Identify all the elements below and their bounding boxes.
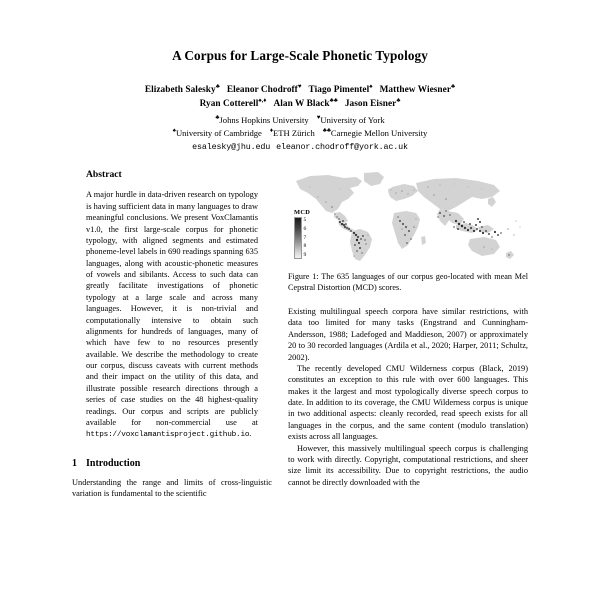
colorbar-gradient [294,217,302,259]
author-affiliation-mark: ♣♣ [329,97,338,105]
affiliation-mark: ♦ [269,126,274,134]
colorbar-tick: 6 [303,226,307,233]
colorbar-tick: 9 [303,251,307,258]
abstract-section [72,169,272,440]
colorbar-tick: 5 [303,217,307,224]
section-heading-introduction [72,458,272,469]
author-name: Tiago Pimentel♠ [308,82,373,95]
author-name: Alan W Black♣♣ [273,97,338,110]
figure-1 [288,169,528,294]
colorbar-ticks [304,217,307,259]
page-title: A Corpus for Large-Scale Phonetic Typology [172,48,428,63]
affiliation-mark: ♣♣ [322,126,331,134]
affiliation-line-2 [0,127,600,140]
affiliation: ♦ETH Zürich [269,126,315,138]
introduction-paragraph: Understanding the range and limits of cross-linguistic variation is fundamental to the scientific [72,477,272,499]
section-number: 1 [72,457,77,469]
affiliation-mark: ♥ [316,113,321,121]
affiliation-block [0,114,600,140]
email-address[interactable]: esalesky@jhu.edu [192,142,271,153]
affiliation: ♠University of Cambridge [172,126,262,138]
author-affiliation-mark: ♣ [396,97,401,105]
abstract-heading: Abstract [86,169,122,181]
world-map-svg [288,169,528,265]
author-name: Elizabeth Salesky♣ [144,82,220,95]
title-block [0,0,600,152]
right-paragraph-3: However, this massively multilingual speech corpus is challenging to work with directly. Copyright, computational restrictions, and sheer size limit its accessibility. Due to copyright restrictions, the audio cannot be directly downloaded with the [288,443,528,487]
email-address[interactable]: eleanor.chodroff@york.ac.uk [276,142,408,153]
corpus-url[interactable]: https://voxclamantisproject.github.io [86,431,250,440]
affiliation: ♥University of York [316,113,385,125]
affiliation-mark: ♣ [215,113,220,121]
author-name: Ryan Cotterell♠,♦ [199,97,267,110]
map-landmasses [296,172,514,261]
author-block [0,83,600,112]
section-title: Introduction [86,457,141,469]
colorbar-tick: 8 [303,243,307,250]
author-affiliation-mark: ♠ [369,82,373,90]
author-line-1 [0,83,600,97]
affiliation: ♣Johns Hopkins University [215,113,309,125]
left-column [72,169,272,499]
colorbar-title: MCD [294,209,311,217]
colorbar-row [294,217,310,259]
affiliation-mark: ♠ [172,126,176,134]
author-name: Jason Eisner♣ [344,97,401,110]
author-name: Matthew Wiesner♣ [379,82,456,95]
right-column [288,169,528,488]
mcd-colorbar-legend [294,209,310,259]
author-affiliation-mark: ♣ [215,82,220,90]
colorbar-tick: 7 [303,234,307,241]
author-affiliation-mark: ♠,♦ [258,97,267,105]
right-paragraph-2: The recently developed CMU Wilderness corpus (Black, 2019) constitutes an exception to this rule with over 600 languages. This makes it the largest and most typologically diverse speech corpus to date. In addition to its coverage, the CMU Wilderness corpus is unique in two additional aspects: cleanly recorded, read speech exists for all languages in the corpus, and the same content (modulo translation) exists across all languages. [288,363,528,442]
figure-caption: Figure 1: The 635 languages of our corpus geo-located with mean Mel Cepstral Distortion (MCD) scores. [288,272,528,293]
author-affiliation-mark: ♣ [451,82,456,90]
author-name: Eleanor Chodroff♥ [226,82,302,95]
affiliation-line-1 [0,114,600,127]
email-block [0,142,600,152]
affiliation: ♣♣Carnegie Mellon University [322,126,428,138]
author-affiliation-mark: ♥ [297,82,302,90]
world-map [288,169,528,265]
abstract-text [86,189,258,440]
right-paragraph-1: Existing multilingual speech corpora have similar restrictions, with data too limited for many tasks (Engstrand and Cunningham-Andersson, 1988; Ladefoged and Maddieson, 2007) or approximately 20 to 30 recorded languages (Ardila et al., 2020; Harper, 2011; Schultz, 2002). [288,307,528,362]
abstract-text-part1: A major hurdle in data-driven research on typology is having sufficient data in many languages to draw meaningful conclusions. We present VoxClamantis v1.0, the first large-scale corpus for phonetic typology, with aligned segments and estimated phoneme-level labels in 690 readings spanning 635 languages, along with acoustic-phonetic measures of vowels and sibilants. Access to such data can greatly facilitate investigations of phonetic typology at a large scale and across many languages. However, it is non-trivial and computationally intensive to obtain such alignments for hundreds of languages, many of which have few to no resources presently available. We describe the methodology to create our corpus, discuss caveats with current methods and their impact on the utility of this data, and illustrate possible research directions through a series of case studies on the 48 highest-quality readings. Our corpus and scripts are publicly available for non-commercial use at [86,190,258,427]
body-columns [0,169,600,499]
author-line-2 [0,97,600,111]
figure-spacer [288,294,528,306]
abstract-text-part2: . [249,429,252,439]
